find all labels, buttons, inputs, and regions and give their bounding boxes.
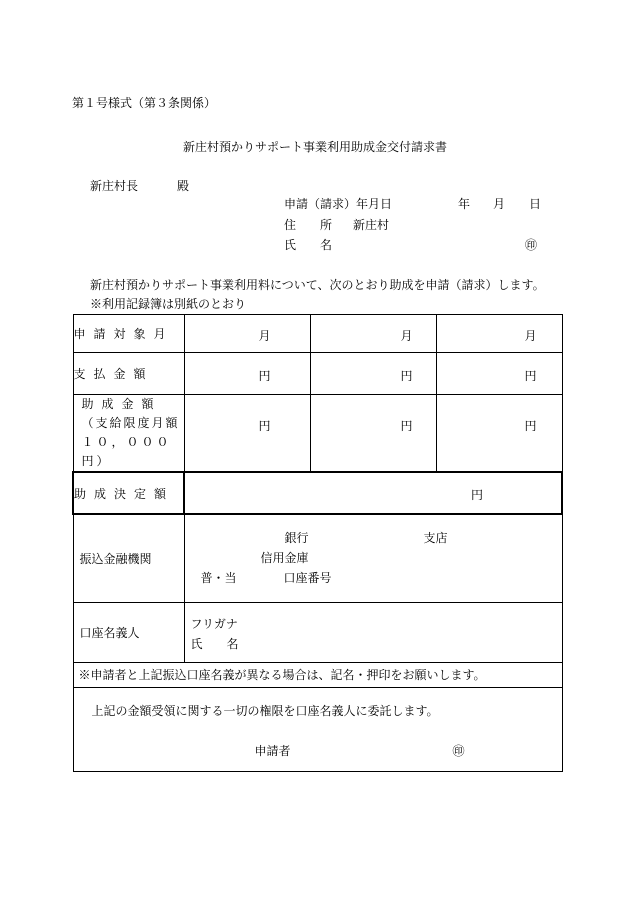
date-label: 申請（請求）年月日 xyxy=(284,197,393,211)
month-cell-1[interactable]: 月 xyxy=(184,315,310,353)
row-account-holder xyxy=(73,602,562,662)
date-month: 月 xyxy=(493,197,506,211)
address-label: 住 所 xyxy=(284,218,333,232)
decision-amount-cell[interactable]: 円 xyxy=(184,472,562,514)
row-note-mismatch xyxy=(73,662,562,687)
payment-label: 支払金額 xyxy=(73,353,184,395)
month-cell-3[interactable]: 月 xyxy=(436,315,562,353)
note-top: ※利用記録簿は別紙のとおり xyxy=(90,297,247,311)
addressee-name: 新庄村長 xyxy=(90,179,139,193)
row-subsidy xyxy=(73,395,562,473)
bank-details-cell[interactable]: 銀行 支店 信用金庫 普・当 口座番号 xyxy=(184,514,562,602)
delegation-cell xyxy=(73,687,562,771)
subsidy-label: 助成金額 （支給限度月額 １０，０００円） xyxy=(73,395,184,473)
row-decision xyxy=(73,472,562,514)
applicant-label: 申請者 xyxy=(254,743,291,758)
subsidy-cell-3[interactable]: 円 xyxy=(436,395,562,473)
account-holder-cell[interactable]: フリガナ 氏 名 xyxy=(184,602,562,662)
account-holder-label: 口座名義人 xyxy=(73,602,184,662)
note-mismatch: ※申請者と上記振込口座名義が異なる場合は、記名・押印をお願いします。 xyxy=(73,662,562,687)
name-label: 氏 名 xyxy=(284,238,333,252)
payment-cell-2[interactable]: 円 xyxy=(310,353,436,395)
applicant-seal: ㊞ xyxy=(452,743,465,758)
date-year: 年 xyxy=(458,197,471,211)
address-value: 新庄村 xyxy=(353,218,390,232)
subsidy-cell-1[interactable]: 円 xyxy=(184,395,310,473)
subsidy-cell-2[interactable]: 円 xyxy=(310,395,436,473)
row-payment xyxy=(73,353,562,395)
seal-mark: ㊞ xyxy=(525,238,538,252)
month-cell-2[interactable]: 月 xyxy=(310,315,436,353)
payment-cell-3[interactable]: 円 xyxy=(436,353,562,395)
row-bank xyxy=(73,514,562,602)
bank-label: 振込金融機関 xyxy=(73,514,184,602)
intro-text: 新庄村預かりサポート事業利用料について、次のとおり助成を申請（請求）します。 xyxy=(90,278,545,292)
date-day: 日 xyxy=(529,197,542,211)
payment-cell-1[interactable]: 円 xyxy=(184,353,310,395)
target-month-label: 申請対象月 xyxy=(73,315,184,353)
form-number: 第１号様式（第３条関係） xyxy=(72,96,217,110)
addressee-honorific: 殿 xyxy=(177,179,190,193)
subsidy-form-table xyxy=(72,314,563,772)
delegation-text: 上記の金額受領に関する一切の権限を口座名義人に委託します。 xyxy=(91,703,439,718)
row-target-month xyxy=(73,315,562,353)
decision-label: 助成決定額 xyxy=(73,472,184,514)
form-title: 新庄村預かりサポート事業利用助成金交付請求書 xyxy=(182,140,447,154)
row-delegation xyxy=(73,687,562,771)
